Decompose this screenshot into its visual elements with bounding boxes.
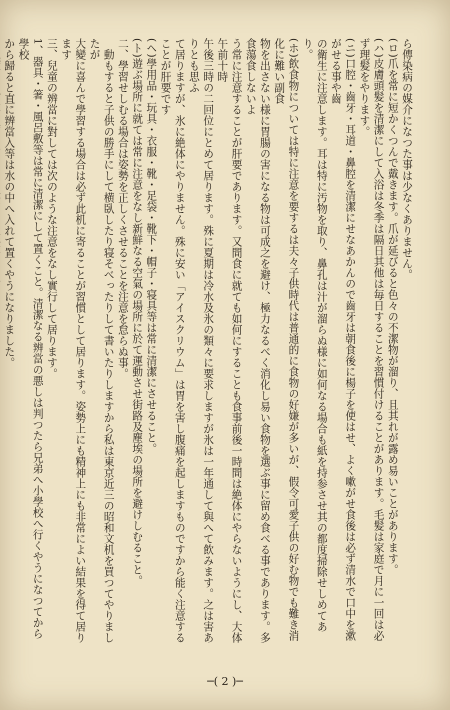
text-line: 午後三時の二回位にとめて居ります。殊に夏期は冷水及氷の類々に要求しますが氷は一年通して與へて飲みます。之は害ありとも思ふ (187, 38, 215, 643)
text-line: (ヘ)學用品・玩具・衣服・靴・足袋・靴下・帽子・寝具等は常に清潔にさせること。 (145, 38, 158, 455)
text-line: から歸ると直に辨當入等は水の中へ入れて置くやうになりました。 (3, 38, 16, 368)
text-line: (ハ)皮膚頭髪を清潔にして入浴は冬季は隔日其他は毎日することを習慣付けることがあります。毛髪は家庭で月に一回は必ず理髪をやります。 (358, 38, 385, 642)
text-line: 動もすると子供の勝手にして横臥したり寝そべったりして書いたりしますから私は東京近三の昭和文机を買つてやりましたが (88, 38, 115, 643)
text-line: 大變に喜んで學習する場合は必ず此机に寄ることが習慣として居ります。姿勢上にも精神上にも非常によい結果を得て居ります (60, 38, 87, 643)
text-line: (ニ)口腔・齒牙・耳道・鼻腔を清潔にせなあかんので齒牙は朝食後に楊子を使はせ、よく嗽がせ食後は必ず清水で口中を漱がせる事や齒 (329, 38, 357, 642)
text-line: 1、器具・箸・風呂敷等は常に清潔にして置くこと。清潔なる辨當の悪しは判つたら兄弟へ小學校へ行くやうになつてから學校 (17, 38, 44, 640)
text-line: (ト)遊ぶ場所に就ては常に注意をなし新鮮なる空氣の場所に於て運動させ街路及塵埃の場所を避けしむること。 (131, 38, 144, 587)
text-line: の衛生に注意します。耳は特に汚物を取り、鼻孔は汁が溜らぬ様に如何なる場合も紙を持参させ其の都度掃除せしめてあり。 (301, 38, 328, 632)
text-line: (ホ)飲食物については特に注意を要するは夫々子供時代は普通的に食物の好嫌が多いが、假令可愛子供の好む物でも難き消化に難い副食 (273, 38, 300, 642)
text-line: 三、兒童の辨當に對しては次のような注意をなし實行して居ります。 (45, 38, 58, 379)
body-text (3, 38, 414, 648)
text-line: 物を出さない様に胃腸の害になる物は可成之を避け、極力なるべく消化し易い食物を選ぶ事に留め食べる事であります。多食蕩食しないよ (244, 38, 271, 643)
text-line: ら傳染病の媒介になつた事は少なくありません。 (401, 38, 413, 280)
text-line: 二、學習せしむる場合は姿勢を正しくさせることを注意を怠らぬ事。 (116, 38, 129, 379)
text-line: う常に注意することが肝要であります。又間食に就ても如何にすることも食事前後一時間は絶体にやらないようにし、大体午前十時 (216, 38, 243, 643)
text-line: て居りますが、氷に絶体にやりません。殊に安い「アイスクリウム」は胃を害し腹痛を起しますものですから能く注意することが肝要です (159, 38, 186, 643)
page-number: ─( 2 )─ (207, 675, 243, 688)
text-line: (ロ)爪を常に短かくつんで戴きます。爪が延びると色々の不潔物が溜り、且其れが露め易いことがあります。 (386, 38, 399, 576)
